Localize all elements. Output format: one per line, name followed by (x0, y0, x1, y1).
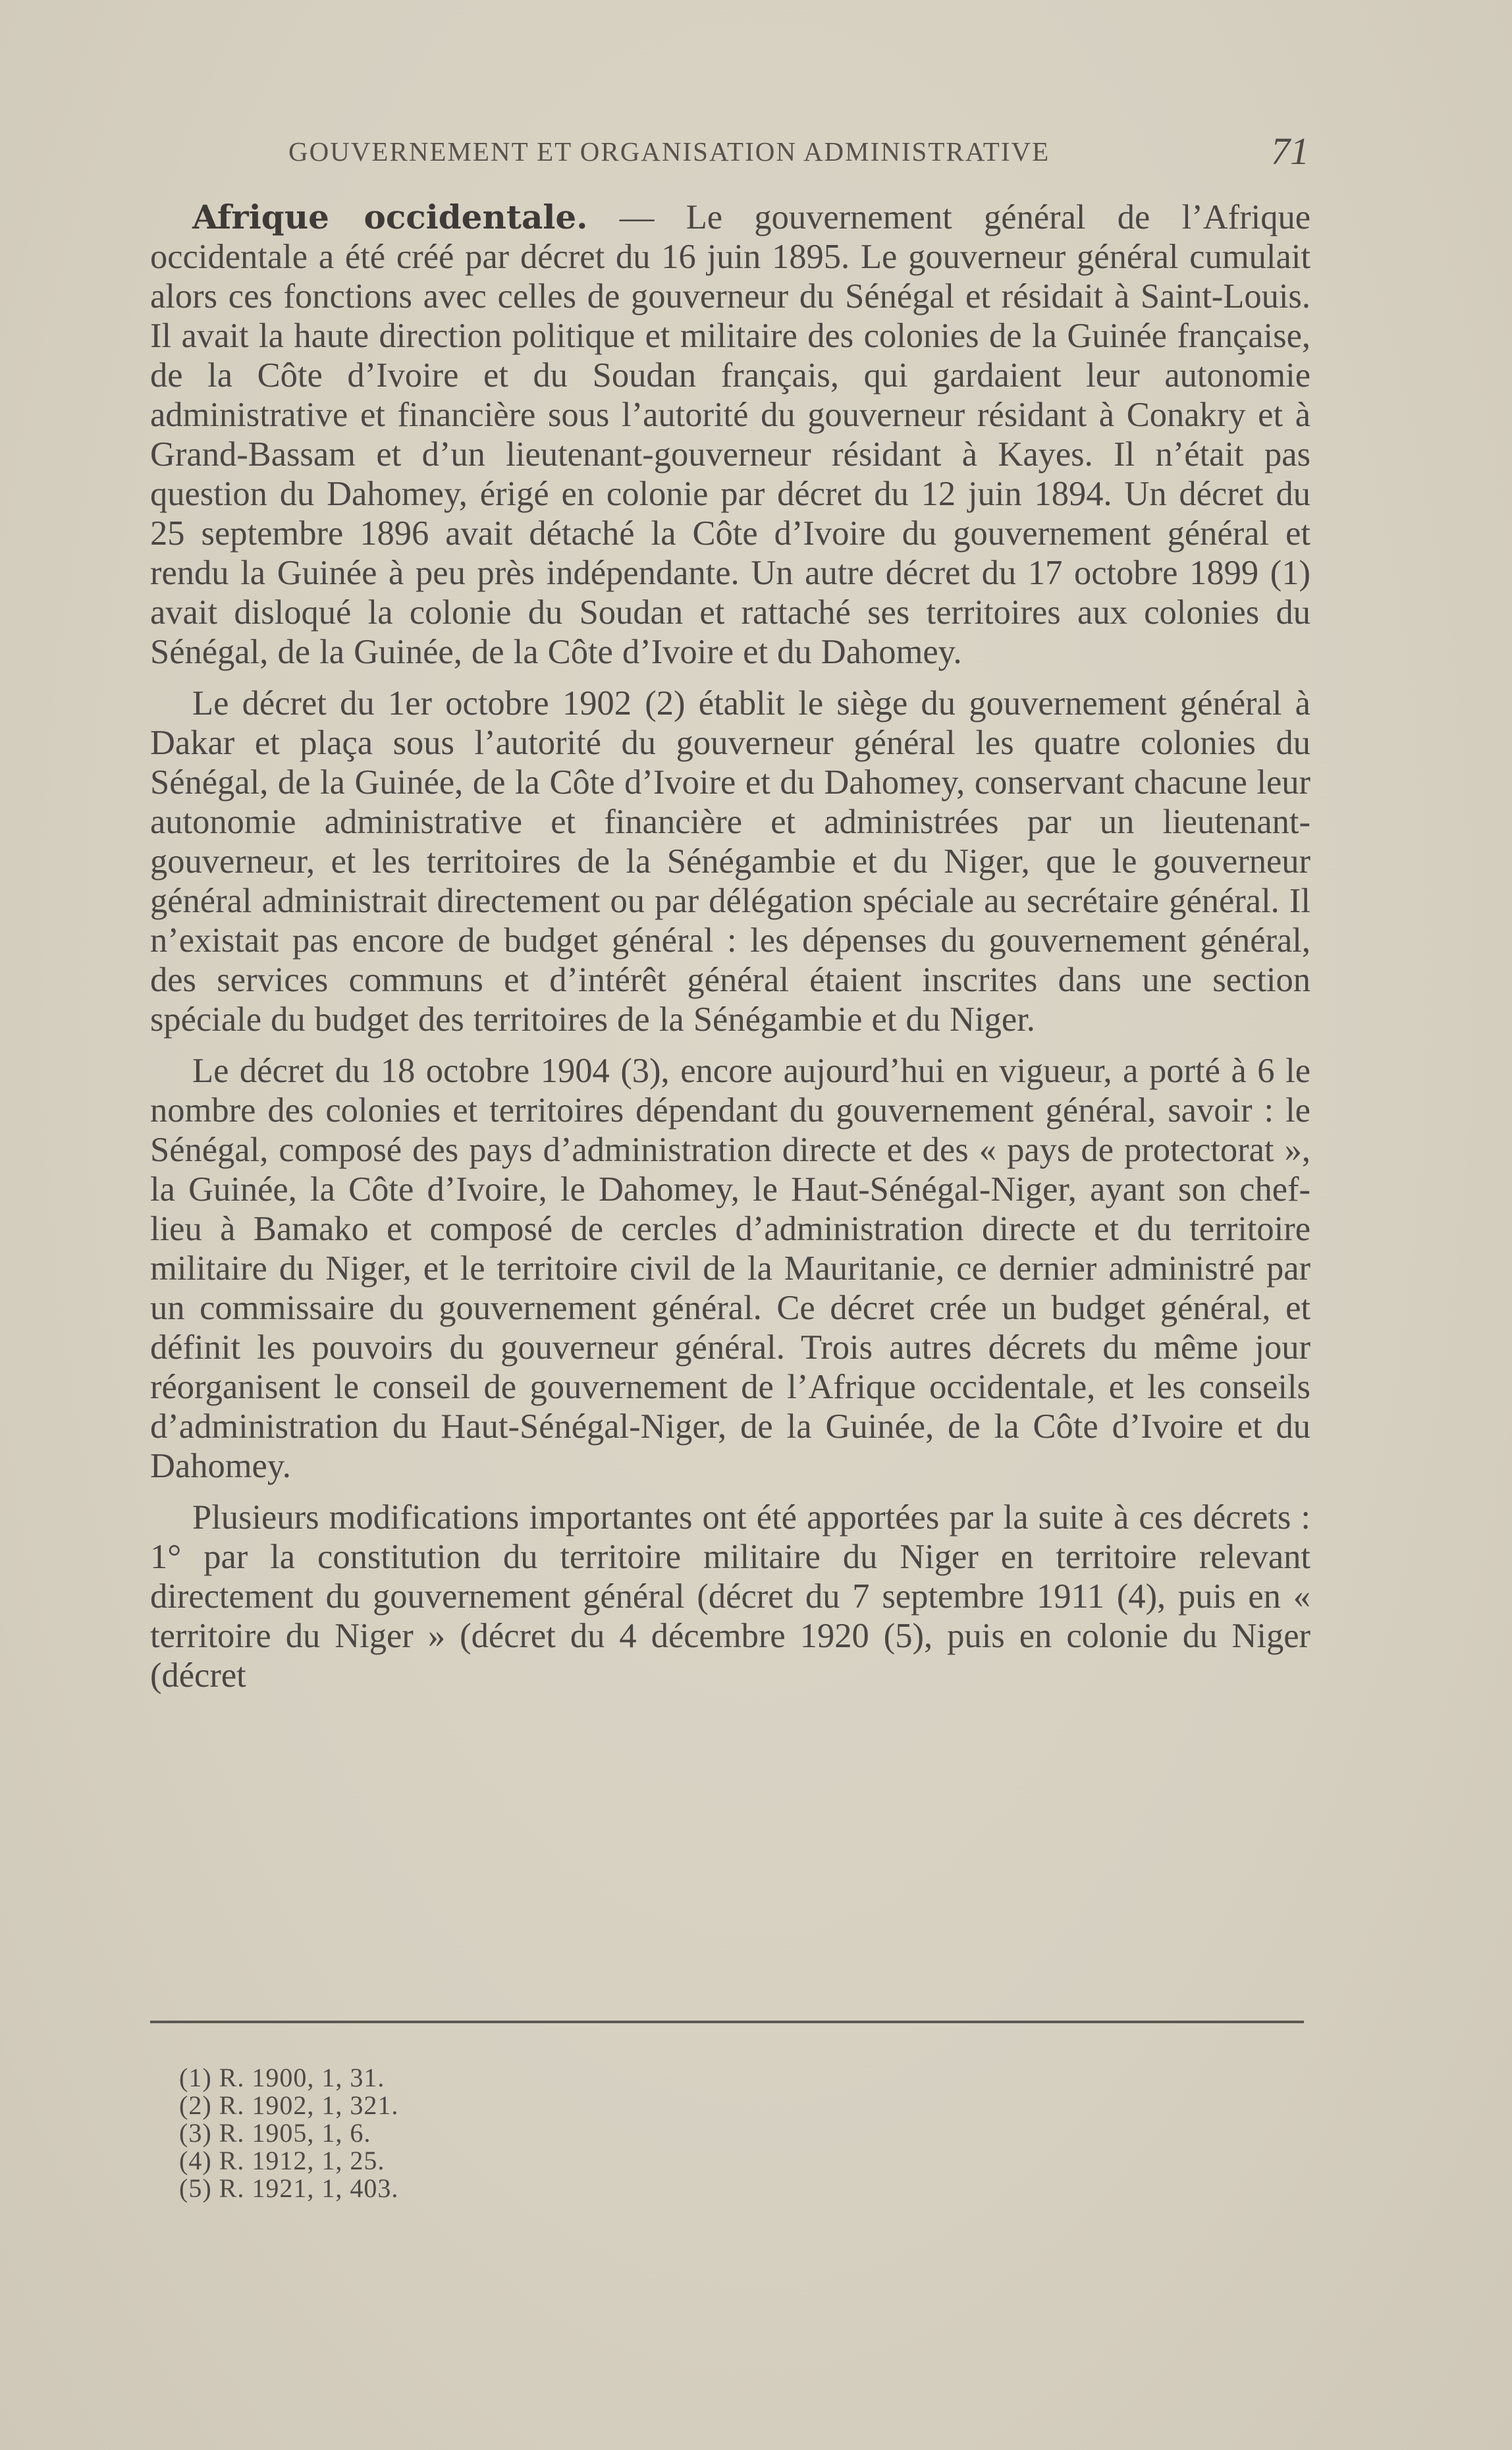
section-title: Afrique occidentale. (192, 198, 588, 236)
paragraph-text: Plusieurs modifications importantes ont été apportées par la suite à ces décrets : 1° par la constitution du territoire militaire du Niger en territoire relevant directement du gouvernement général (décret du 7 septembre 1911 (4), puis en « territoire du Niger » (décret du 4 décembre 1920 (5), puis en colonie du Niger (décret (150, 1498, 1310, 1695)
paragraph-modifications (150, 1498, 1310, 1695)
footnote-item: (3) R. 1905, 1, 6. (179, 2118, 371, 2148)
paragraph-afrique-occidentale (150, 198, 1310, 672)
paragraph-decret-1902 (150, 684, 1310, 1039)
paragraph-decret-1904 (150, 1051, 1310, 1486)
body-text (150, 198, 1310, 1707)
footnote-item: (1) R. 1900, 1, 31. (179, 2063, 385, 2092)
footnote-divider (150, 2021, 1304, 2023)
footnote-item: (5) R. 1921, 1, 403. (179, 2173, 399, 2203)
paragraph-text: — Le gouvernement général de l’Afrique occidentale a été créé par décret du 16 juin 1895. Le gouverneur général cumulait alors ces fonctions avec celles de gouverneur du Sénégal et résidait à Saint-Louis. Il avait la haute direction politique et militaire des colonies de la Guinée française, de la Côte d’Ivoire et du Soudan français, qui gardaient leur autonomie administrative et financière sous l’autorité du gouverneur résidant à Conakry et à Grand-Bassam et d’un lieutenant-gouverneur résidant à Kayes. Il n’était pas question du Dahomey, érigé en colonie par décret du 12 juin 1894. Un décret du 25 septembre 1896 avait détaché la Côte d’Ivoire du gouvernement général et rendu la Guinée à peu près indépendante. Un autre décret du 17 octobre 1899 (1) avait disloqué la colonie du Soudan et rattaché ses territoires aux colonies du Sénégal, de la Guinée, de la Côte d’Ivoire et du Dahomey. (150, 198, 1311, 671)
footnotes (179, 2064, 772, 2202)
page-header (150, 129, 1309, 175)
running-head: GOUVERNEMENT ET ORGANISATION ADMINISTRATIVE (288, 136, 1050, 167)
footnote-item: (4) R. 1912, 1, 25. (179, 2146, 385, 2175)
footnote-item: (2) R. 1902, 1, 321. (179, 2090, 399, 2120)
paragraph-text: Le décret du 18 octobre 1904 (3), encore aujourd’hui en vigueur, a porté à 6 le nombre des colonies et territoires dépendant du gouvernement général, savoir : le Sénégal, composé des pays d’administration directe et des « pays de protectorat », la Guinée, la Côte d’Ivoire, le Dahomey, le Haut-Sénégal-Niger, ayant son chef-lieu à Bamako et composé de cercles d’administration directe et du territoire militaire du Niger, et le territoire civil de la Mauritanie, ce dernier administré par un commissaire du gouvernement général. Ce décret crée un budget général, et définit les pouvoirs du gouverneur général. Trois autres décrets du même jour réorganisent le conseil de gouvernement de l’Afrique occidentale, et les conseils d’administration du Haut-Sénégal-Niger, de la Guinée, de la Côte d’Ivoire et du Dahomey. (150, 1052, 1310, 1485)
page-number: 71 (1271, 130, 1309, 173)
paragraph-text: Le décret du 1er octobre 1902 (2) établit le siège du gouvernement général à Dakar et plaça sous l’autorité du gouverneur général les quatre colonies du Sénégal, de la Guinée, de la Côte d’Ivoire et du Dahomey, conservant chacune leur autonomie administrative et financière et administrées par un lieutenant-gouverneur, et les territoires de la Sénégambie et du Niger, que le gouverneur général administrait directement ou par délégation spéciale au secrétaire général. Il n’existait pas encore de budget général : les dépenses du gouvernement général, des services communs et d’intérêt général étaient inscrites dans une section spéciale du budget des territoires de la Sénégambie et du Niger. (150, 684, 1310, 1039)
